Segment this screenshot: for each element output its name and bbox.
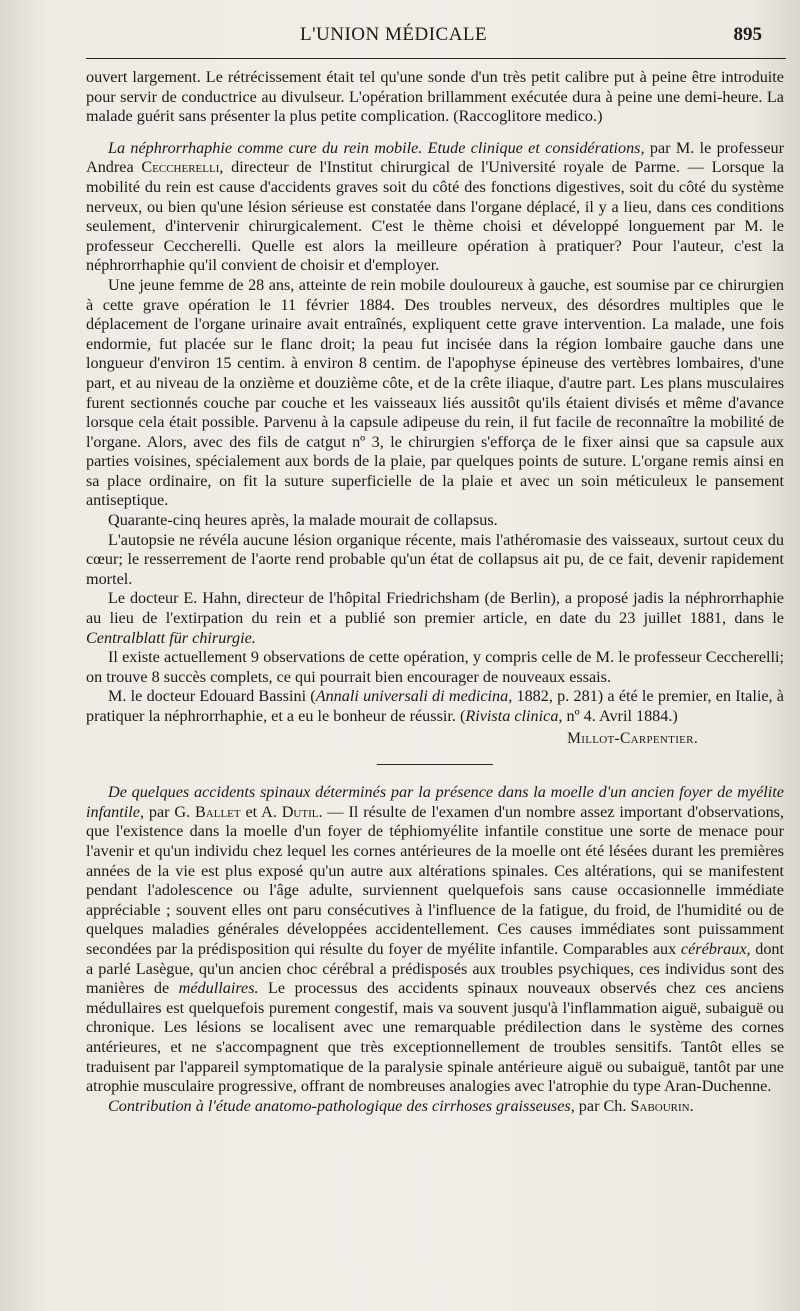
paragraph-1-text: ouvert largement. Le rétrécissement était tel qu'une sonde d'un très petit calibre put à peine être introduite pour servir de conductrice au divulseur. L'opération brillamment exécutée dura à peine une demi-heure. La malade guérit sans présenter la plus petite complication. (Raccoglitore medico.) — [86, 68, 784, 126]
byline: par M. le professeur Andrea — [86, 138, 784, 177]
paragraph-text: . — Il résulte de l'examen d'un nombre assez important d'observations, que l'existence dans la moelle d'un foyer de téphiomyélite infantile constitue une sorte de menace pour l'avenir et qu'un individu chez lequel les cornes antérieures de la moelle ont été lésées durant les premières années de la vie est plus exposé qu'un autre aux altérations spinales. Ces altérations, qui se manifestent pendant l'adolescence ou l'âge adulte, surviennent quelquefois sans cause occasionnelle immédiate appréciable ; souvent elles ont paru consécutives à l'influence de la fatigue, du froid, de l'humidité ou de quelques maladies générales développées accidentellement. Ces causes immédiates sont puissamment secondées par la prédisposition qui résulte du foyer de myélite infantile. Comparables aux — [86, 802, 785, 958]
article-title: Contribution à l'étude anatomo-pathologique des cirrhoses graisseuses, — [108, 1096, 575, 1115]
header-rule — [86, 58, 786, 59]
paragraph-bassini — [86, 687, 784, 726]
section-gap — [86, 127, 784, 139]
paragraph-observations — [86, 648, 784, 687]
journal-title: Rivista clinica, — [465, 707, 563, 725]
paragraph-cirrhoses — [86, 1097, 784, 1117]
paragraph-accidents-spinaux — [86, 783, 784, 1097]
paragraph-text: , directeur de l'Institut chirurgical de l'Université royale de Parme. — Lorsque la mobilité du rein est cause d'accidents graves soit du côté des fonctions digestives, soit du côté du système nerveux, ou bien qu'une lésion sérieuse est constatée dans l'organe déplacé, il y a lieu, dans ces conditions seulement, d'intervenir chirurgicalement. C'est le thème choisi et développé longuement par M. le professeur Ceccherelli. Quelle est alors la meilleure opération à pratiquer? Pour l'auteur, c'est la néphrorrhaphie qu'il convient de choisir et d'employer. — [86, 158, 784, 275]
paragraph-1 — [86, 68, 784, 127]
author-name: Dutil — [281, 802, 319, 821]
author-signature: Millot-Carpentier. — [567, 729, 698, 747]
page-header — [0, 24, 800, 54]
paragraph-text: Le docteur E. Hahn, directeur de l'hôpital Friedrichsham (de Berlin), a proposé jadis la néphrorrhaphie au lieu de l'extirpation du rein et a publié son premier article, en date du 23 juillet 1881, dans le — [86, 589, 784, 628]
paragraph-text: L'autopsie ne révéla aucune lésion organique récente, mais l'athéromasie des vaisseaux, surtout ceux du cœur; le resserrement de l'aorte rend probable qu'un état de collapsus ait pu, de ce fait, devenir rapidement mortel. — [86, 530, 784, 588]
emphasis: médullaires. — [178, 979, 259, 998]
running-title: L'UNION MÉDICALE — [300, 24, 488, 45]
author-name: Sabourin. — [630, 1096, 694, 1115]
paragraph-text: Quarante-cinq heures après, la malade mourait de collapsus. — [108, 511, 498, 530]
author-name: Ballet — [195, 802, 241, 821]
byline: par Ch. — [574, 1096, 631, 1115]
article-title: La néphrorrhaphie comme cure du rein mobile. Etude clinique et considérations, — [108, 138, 645, 157]
paragraph-text: M. le docteur Edouard Bassini ( — [108, 687, 316, 706]
paragraph-case — [86, 276, 784, 511]
paragraph-text: 1882, p. 281) a été le premier, en Italie, à pratiquer la néphrorrhaphie, et a eu le bonheur de réussir. ( — [86, 687, 784, 725]
page-number: 895 — [733, 24, 762, 45]
paragraph-text: Le processus des accidents spinaux nouveaux observés chez ces anciens médullaires est quelquefois purement congestif, mais va souvent jusqu'à l'inflammation aiguë, subaiguë ou chronique. Les lésions se localisent avec une remarquable prédilection dans le système des cornes antérieures, et ne s'accompagnent que très exceptionnellement de troubles sensitifs. Tantôt elles se traduisent par l'appareil symptomatique de la paralysie spinale antérieure aiguë ou subaiguë, tantôt par une atrophie musculaire progressive, offrant de nombreuses analogies avec l'atrophie du type Aran-Duchenne. — [86, 979, 784, 1096]
journal-title: Centralblatt für chirurgie. — [86, 628, 256, 647]
article-title: De quelques accidents spinaux déterminés par la présence dans la moelle d'un ancien foyer de myélite infantile, — [86, 783, 784, 821]
emphasis: cérébraux, — [680, 939, 751, 958]
byline: par G. — [144, 802, 195, 821]
paragraph-text: Il existe actuellement 9 observations de cette opération, y compris celle de M. le professeur Ceccherelli; on trouve 8 succès complets, ce qui pourrait bien encourager de nouveaux essais. — [86, 648, 784, 686]
paragraph-text: Une jeune femme de 28 ans, atteinte de rein mobile douloureux à gauche, est soumise par ce chirurgien à cette grave opération le 11 février 1884. Des troubles nerveux, des désordres multiples que le déplacement de l'organe urinaire avait entraînés, expliquent cette grave intervention. La malade, une fois endormie, fut placée sur le flanc droit; la peau fut incisée dans la région lombaire gauche dans une longueur d'environ 15 centim. à environ 8 centim. de l'apophyse épineuse des vertèbres lombaires, d'une part, et au niveau de la onzième et douzième côte, et de la crête iliaque, d'autre part. Les plans musculaires furent sectionnés couche par couche et les vaisseaux liés aussitôt qu'ils étaient divisés et même d'avance lorsque cela était possible. Parvenu à la capsule adipeuse du rein, il fut facile de reconnaître la mobilité de l'organe. Alors, avec des fils de catgut nº 3, le chirurgien s'efforça de le fixer ainsi que sa capsule aux parties voisines, spécialement aux bords de la plaie, par quelques points de suture. L'organe remis ainsi en sa place ordinaire, on fit la suture superficielle de la plaie et avec un soin méticuleux le pansement antiseptique. — [86, 275, 784, 510]
author-name: Ceccherelli — [141, 158, 220, 177]
paragraph-text: nº 4. Avril 1884.) — [562, 707, 678, 725]
paragraph-nephrorrhaphie-intro — [86, 139, 784, 276]
article-body — [86, 68, 784, 1116]
paragraph-hahn — [86, 589, 784, 648]
byline: et A. — [240, 802, 282, 821]
paragraph-text: dont a parlé Lasègue, qu'un ancien choc cérébral a prédisposés aux troubles psychiques, ces individus sont des manières de — [86, 939, 785, 998]
paragraph-death — [86, 511, 784, 531]
paragraph-autopsy — [86, 531, 784, 590]
journal-title: Annali universali di medicina, — [315, 687, 513, 706]
section-divider — [377, 764, 493, 765]
